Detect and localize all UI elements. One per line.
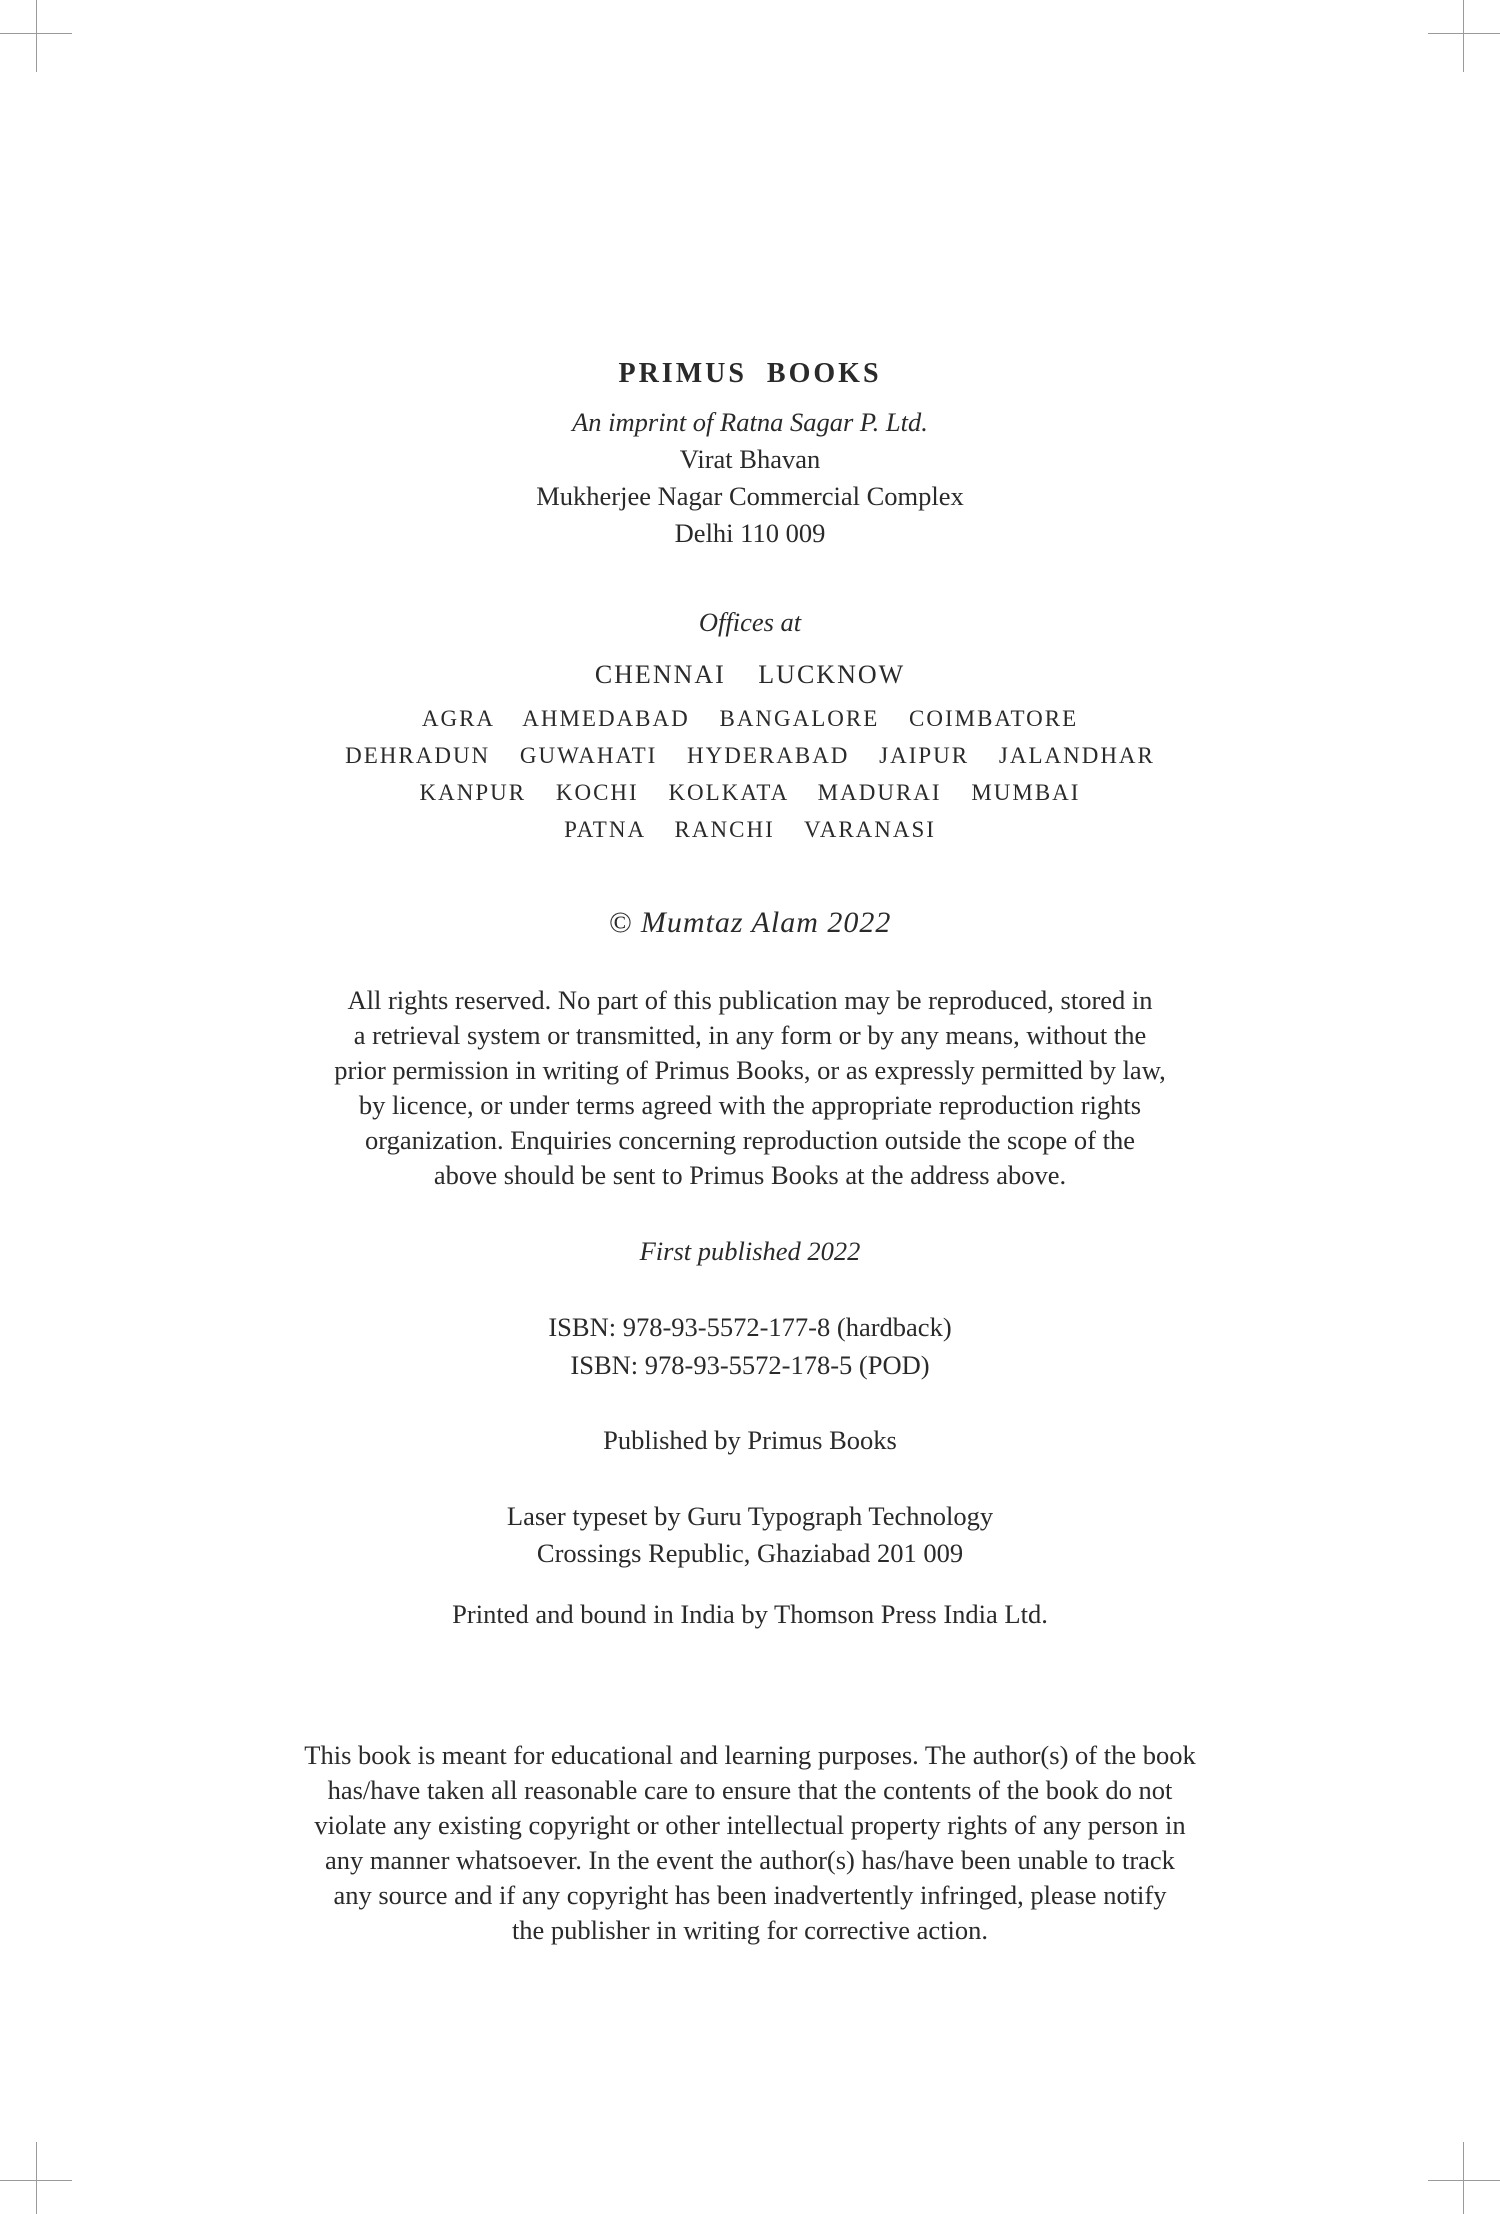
printed-by: Printed and bound in India by Thomson Press India Ltd.: [452, 1599, 1048, 1629]
rights-line: above should be sent to Primus Books at the address above.: [433, 1160, 1067, 1190]
offices-heading: Offices at: [698, 607, 802, 637]
offices-main: CHENNAI LUCKNOW: [594, 660, 906, 689]
disclaimer-line: the publisher in writing for corrective action.: [511, 1915, 989, 1945]
typeset-line: Laser typeset by Guru Typograph Technology: [506, 1501, 994, 1531]
disclaimer-line: This book is meant for educational and learning purposes. The author(s) of the book: [304, 1740, 1196, 1770]
first-published: First published 2022: [639, 1236, 861, 1266]
address-line: Delhi 110 009: [674, 518, 826, 548]
disclaimer-line: has/have taken all reasonable care to ensure that the contents of the book do not: [327, 1775, 1173, 1805]
address-line: Mukherjee Nagar Commercial Complex: [536, 481, 964, 511]
address-line: Virat Bhavan: [679, 444, 821, 474]
disclaimer-line: violate any existing copyright or other intellectual property rights of any person in: [314, 1810, 1186, 1840]
disclaimer-line: any source and if any copyright has been inadvertently infringed, please notify: [333, 1880, 1167, 1910]
published-by: Published by Primus Books: [603, 1425, 897, 1455]
offices-cities-line: KANPUR KOCHI KOLKATA MADURAI MUMBAI: [419, 780, 1081, 805]
publisher-name: PRIMUS BOOKS: [618, 358, 882, 389]
rights-line: organization. Enquiries concerning reproduction outside the scope of the: [365, 1125, 1135, 1155]
typeset-line: Crossings Republic, Ghaziabad 201 009: [536, 1538, 964, 1568]
rights-line: prior permission in writing of Primus Books, or as expressly permitted by law,: [334, 1055, 1166, 1085]
isbn-line: ISBN: 978-93-5572-178-5 (POD): [570, 1350, 930, 1380]
offices-cities-line: PATNA RANCHI VARANASI: [564, 817, 936, 842]
rights-line: by licence, or under terms agreed with the appropriate reproduction rights: [358, 1090, 1142, 1120]
rights-line: All rights reserved. No part of this publication may be reproduced, stored in: [347, 985, 1153, 1015]
rights-line: a retrieval system or transmitted, in any form or by any means, without the: [353, 1020, 1147, 1050]
disclaimer-line: any manner whatsoever. In the event the author(s) has/have been unable to track: [325, 1845, 1175, 1875]
copyright-notice: © Mumtaz Alam 2022: [608, 906, 892, 939]
isbn-line: ISBN: 978-93-5572-177-8 (hardback): [548, 1312, 952, 1342]
offices-cities-line: DEHRADUN GUWAHATI HYDERABAD JAIPUR JALANDHAR: [345, 743, 1155, 768]
offices-cities-line: AGRA AHMEDABAD BANGALORE COIMBATORE: [421, 706, 1079, 731]
publisher-imprint: An imprint of Ratna Sagar P. Ltd.: [572, 407, 928, 437]
